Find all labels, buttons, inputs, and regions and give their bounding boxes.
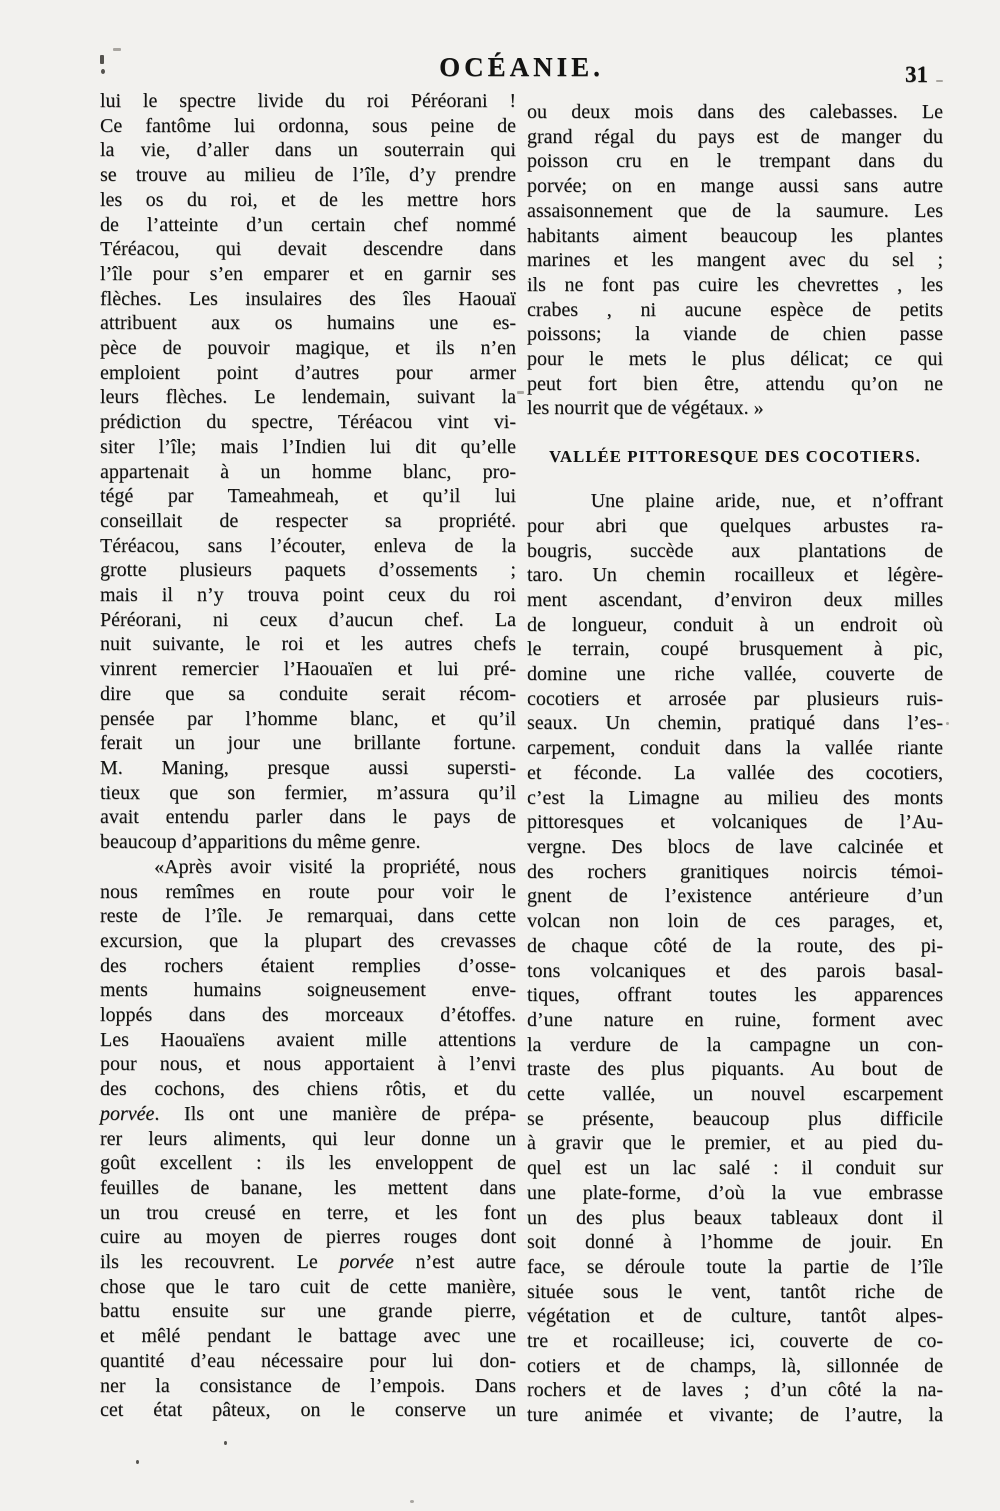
text-line: Les Haouaïens avaient mille attentions bbox=[100, 1028, 516, 1051]
text-line: loppés dans des morceaux d’étoffes. bbox=[100, 1004, 516, 1027]
text-line: rochers et de laves ; d’un côté la na- bbox=[527, 1379, 943, 1402]
text-line: siter l’île; mais l’Indien lui dit qu’elle bbox=[100, 435, 516, 458]
text-line: volcan non loin de ces parages, et, bbox=[527, 910, 943, 933]
scan-artifact bbox=[136, 1460, 139, 1464]
text-line: tégé par Tameahmeah, et qu’il lui bbox=[100, 485, 516, 508]
text-line: grotte plusieurs paquets d’ossements ; bbox=[100, 559, 516, 582]
right-column-top-text bbox=[527, 100, 943, 421]
page-title: OCÉANIE. bbox=[439, 52, 604, 82]
text-line: vinrent remercier l’Haouaïen et lui pré- bbox=[100, 658, 516, 681]
scan-artifact bbox=[113, 48, 121, 51]
scan-artifact bbox=[101, 69, 105, 74]
text-line: l’île pour s’en emparer et en garnir ses bbox=[100, 262, 516, 285]
text-line: attribuent aux os humains une es- bbox=[100, 312, 516, 335]
text-line: reste de l’île. Je remarquai, dans cette bbox=[100, 905, 516, 928]
text-line: des cochons, des chiens rôtis, et du bbox=[100, 1078, 516, 1101]
text-line: excursion, que la plupart des crevasses bbox=[100, 929, 516, 952]
text-line: cotiers et de champs, là, sillonnée de bbox=[527, 1354, 943, 1377]
scan-artifact bbox=[936, 80, 943, 82]
text-line: ou deux mois dans des calebasses. Le bbox=[527, 101, 943, 123]
text-line: située sous le vent, tantôt riche de bbox=[527, 1280, 943, 1303]
text-line: d’une nature en ruine, forment avec bbox=[527, 1008, 943, 1031]
text-line: ner la consistance de l’empois. Dans bbox=[100, 1374, 516, 1397]
text-line: à gravir que le premier, et au pied du- bbox=[527, 1132, 943, 1155]
text-line: grand régal du pays est de manger du bbox=[527, 125, 943, 148]
text-line: Téréacou, qui devait descendre dans bbox=[100, 238, 516, 261]
text-line: avait entendu parler dans le pays de bbox=[100, 806, 516, 829]
scan-artifact bbox=[517, 391, 524, 394]
text-line: chose que le taro cuit de cette manière, bbox=[100, 1275, 516, 1298]
text-line: cocotiers et arrosée par plusieurs ruis- bbox=[527, 687, 943, 710]
scan-artifact bbox=[100, 55, 104, 64]
text-line: Ce fantôme lui ordonna, sous peine de bbox=[100, 114, 516, 137]
text-line: M. Maning, presque aussi supersti- bbox=[100, 756, 516, 779]
text-line: traste des plus piquants. Au bout de bbox=[527, 1058, 943, 1081]
text-line: se présente, beaucoup plus difficile bbox=[527, 1107, 943, 1130]
text-line: battu ensuite sur une grande pierre, bbox=[100, 1300, 516, 1323]
right-text-column bbox=[527, 100, 943, 1428]
text-line: poisson cru en le trempant dans du bbox=[527, 150, 943, 173]
text-line: un des plus beaux tableaux dont il bbox=[527, 1206, 943, 1229]
left-text-column bbox=[100, 89, 516, 1423]
text-line: ils les recouvrent. Le porvée n’est autre bbox=[100, 1251, 516, 1274]
text-line: taro. Un chemin rocailleux et légère- bbox=[527, 564, 943, 587]
text-line: végétation et de culture, tantôt alpes- bbox=[527, 1305, 943, 1328]
text-line: flèches. Les insulaires des îles Haouaï bbox=[100, 287, 516, 310]
text-line: cuire au moyen de pierres rouges dont bbox=[100, 1226, 516, 1249]
text-line: mais il n’y trouva point ceux du roi bbox=[100, 584, 516, 607]
text-line: seaux. Un chemin, pratiqué dans l’es- bbox=[527, 712, 943, 735]
text-line: se trouve au milieu de l’île, d’y prendre bbox=[100, 164, 516, 187]
text-line: la vie, d’aller dans un souterrain qui bbox=[100, 139, 516, 162]
scan-artifact bbox=[410, 1500, 414, 1503]
text-line: domine une riche vallée, couverte de bbox=[527, 663, 943, 686]
text-line: et mêlé pendant le battage avec une bbox=[100, 1325, 516, 1348]
text-line: pour abri que quelques arbustes ra- bbox=[527, 514, 943, 537]
text-line: un trou creusé en terre, et les font bbox=[100, 1201, 516, 1224]
text-line: Une plaine aride, nue, et n’offrant bbox=[527, 490, 944, 513]
text-line: leurs flèches. Le lendemain, suivant la bbox=[100, 386, 516, 409]
text-line: peut fort bien être, attendu qu’on ne bbox=[527, 372, 943, 395]
text-line: gnent de l’existence antérieure d’un bbox=[527, 885, 943, 908]
text-line: de l’atteinte d’un certain chef nommé bbox=[100, 213, 516, 236]
text-line: cet état pâteux, on le conserve un bbox=[100, 1399, 516, 1422]
text-line: la verdure de la campagne un con- bbox=[527, 1033, 943, 1056]
text-line: nuit suivante, le roi et les autres chefs bbox=[100, 633, 516, 656]
text-line: poissons; la viande de chien passe bbox=[527, 323, 943, 346]
text-line: goût excellent : ils les enveloppent de bbox=[100, 1152, 516, 1175]
page-number: 31 bbox=[905, 62, 928, 87]
text-line: ils ne font pas cuire les chevrettes , les bbox=[527, 273, 943, 296]
text-line: des rochers étaient remplies d’osse- bbox=[100, 954, 516, 977]
text-line: conseillait de respecter sa propriété. bbox=[100, 509, 516, 532]
scan-artifact bbox=[224, 1441, 227, 1445]
text-line: lui le spectre livide du roi Péréorani ! bbox=[100, 90, 516, 112]
text-line: quantité d’eau nécessaire pour lui don- bbox=[100, 1349, 516, 1372]
text-line: assaisonnement que de la saumure. Les bbox=[527, 199, 943, 222]
text-line: les nourrit que de végétaux. » bbox=[527, 397, 764, 420]
text-line: cette vallée, un nouvel escarpement bbox=[527, 1083, 943, 1106]
scan-artifact bbox=[946, 722, 949, 725]
text-line: pour le mets le plus délicat; ce qui bbox=[527, 348, 943, 371]
text-line: ferait un jour une brillante fortune. bbox=[100, 732, 516, 755]
text-line: pour nous, et nous apportaient à l’envi bbox=[100, 1053, 516, 1076]
text-line: emploient point d’autres pour armer bbox=[100, 361, 516, 384]
text-line: ture animée et vivante; de l’autre, la bbox=[527, 1404, 943, 1427]
text-line: des rochers granitiques noircis témoi- bbox=[527, 860, 943, 883]
text-line: une plate-forme, d’où la vue embrasse bbox=[527, 1181, 943, 1204]
text-line: porvée. Ils ont une manière de prépa- bbox=[100, 1102, 516, 1125]
text-line: le terrain, coupé brusquement à pic, bbox=[527, 638, 943, 661]
text-line: les os du roi, et de les mettre hors bbox=[100, 188, 516, 211]
text-line: c’est la Limagne au milieu des monts bbox=[527, 786, 943, 809]
text-line: Téréacou, sans l’écouter, enleva de la bbox=[100, 534, 516, 557]
text-line: pensée par l’homme blanc, et qu’il bbox=[100, 707, 516, 730]
text-line: marines et les mangent avec du sel ; bbox=[527, 249, 943, 272]
text-line: dire que sa conduite serait récom- bbox=[100, 682, 516, 705]
right-column-bottom-text bbox=[527, 489, 943, 1428]
text-line: appartenait à un homme blanc, pro- bbox=[100, 460, 516, 483]
text-line: prédiction du spectre, Téréacou vint vi- bbox=[100, 411, 516, 434]
text-line: beaucoup d’apparitions du même genre. bbox=[100, 831, 421, 854]
text-line: face, se déroule toute la partie de l’île bbox=[527, 1255, 943, 1278]
text-line: crabes , ni aucune espèce de petits bbox=[527, 298, 943, 321]
text-line: «Après avoir visité la propriété, nous bbox=[100, 855, 517, 878]
text-line: de longueur, conduit à un endroit où bbox=[527, 613, 943, 636]
text-line: pittoresques et volcaniques de l’Au- bbox=[527, 811, 943, 834]
text-line: tons volcaniques et des parois basal- bbox=[527, 959, 943, 982]
text-line: tieux que son fermier, m’assura qu’il bbox=[100, 781, 516, 804]
text-line: bougris, succède aux plantations de bbox=[527, 539, 943, 562]
text-line: soit donné à l’homme de jouir. En bbox=[527, 1231, 943, 1254]
text-line: quel est un lac salé : il conduit sur bbox=[527, 1157, 943, 1180]
text-line: nous remîmes en route pour voir le bbox=[100, 880, 516, 903]
text-line: rer leurs aliments, qui leur donne un bbox=[100, 1127, 516, 1150]
text-line: vergne. Des blocs de lave calcinée et bbox=[527, 835, 943, 858]
text-line: ments humains soigneusement enve- bbox=[100, 979, 516, 1002]
text-line: habitants aiment beaucoup les plantes bbox=[527, 224, 943, 247]
text-line: pèce de pouvoir magique, et ils n’en bbox=[100, 337, 516, 360]
text-line: porvée; on en mange aussi sans autre bbox=[527, 175, 943, 198]
text-line: ment ascendant, d’environ deux milles bbox=[527, 588, 943, 611]
text-line: tre et rocailleuse; ici, couverte de co- bbox=[527, 1330, 943, 1353]
text-line: feuilles de banane, les mettent dans bbox=[100, 1176, 516, 1199]
text-line: et féconde. La vallée des cocotiers, bbox=[527, 761, 943, 784]
text-line: Péréorani, ni ceux d’aucun chef. La bbox=[100, 608, 516, 631]
text-line: carpement, conduit dans la vallée riante bbox=[527, 737, 943, 760]
text-line: de chaque côté de la route, des pi- bbox=[527, 934, 943, 957]
section-heading: VALLÉE PITTORESQUE DES COCOTIERS. bbox=[549, 447, 921, 467]
text-line: tiques, offrant toutes les apparences bbox=[527, 984, 943, 1007]
